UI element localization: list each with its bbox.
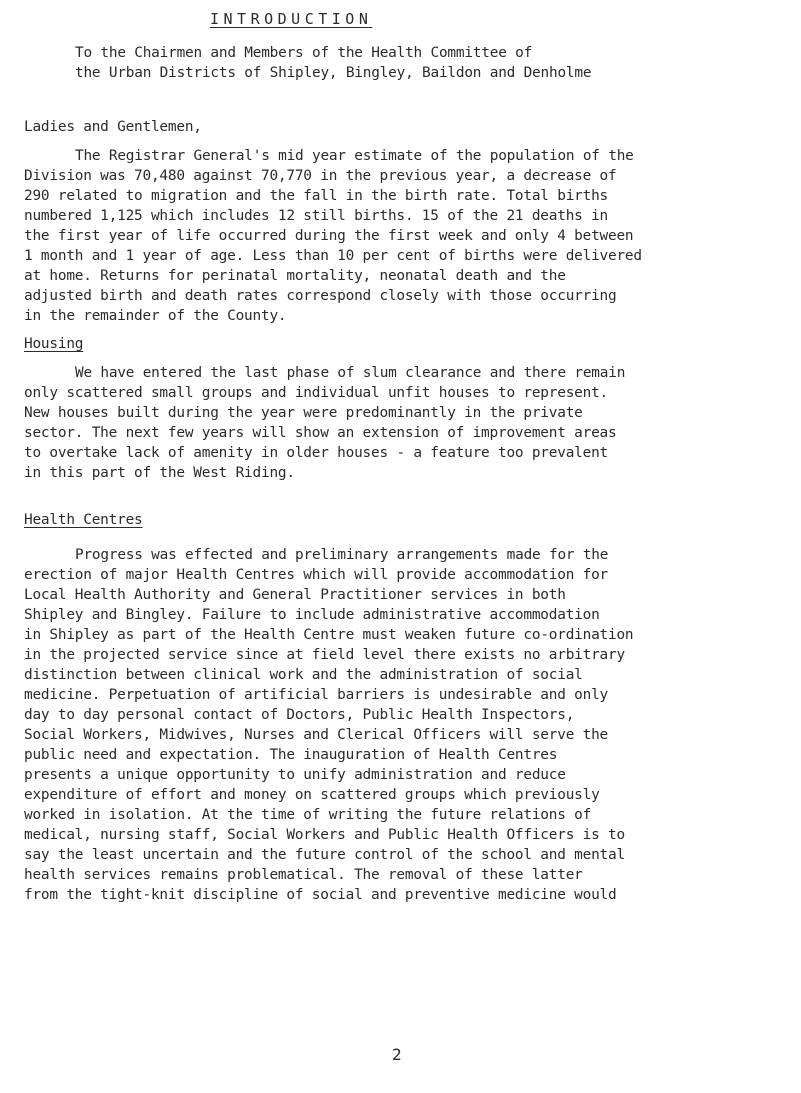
paragraph-line: 290 related to migration and the fall in the birth rate. Total births — [24, 188, 609, 204]
paragraph-line: Division was 70,480 against 70,770 in the previous year, a decrease of — [24, 168, 617, 184]
address-line: the Urban Districts of Shipley, Bingley, Baildon and Denholme — [75, 65, 592, 81]
paragraph-line: in the remainder of the County. — [24, 308, 287, 324]
paragraph-line: We have entered the last phase of slum clearance and there remain — [75, 365, 626, 381]
paragraph-line: Social Workers, Midwives, Nurses and Clerical Officers will serve the — [24, 727, 609, 743]
paragraph-line: in this part of the West Riding. — [24, 465, 295, 481]
section-heading-health-centres: Health Centres — [24, 512, 143, 528]
paragraph-line: day to day personal contact of Doctors, Public Health Inspectors, — [24, 707, 575, 723]
paragraph-line: distinction between clinical work and the administration of social — [24, 667, 583, 683]
section-heading-housing: Housing — [24, 336, 84, 352]
paragraph-line: at home. Returns for perinatal mortality, neonatal death and the — [24, 268, 566, 284]
paragraph-line: adjusted birth and death rates correspond closely with those occurring — [24, 288, 617, 304]
paragraph-line: to overtake lack of amenity in older houses - a feature too prevalent — [24, 445, 609, 461]
paragraph-line: Local Health Authority and General Practitioner services in both — [24, 587, 566, 603]
paragraph-line: sector. The next few years will show an extension of improvement areas — [24, 425, 617, 441]
paragraph-line: only scattered small groups and individual unfit houses to represent. — [24, 385, 609, 401]
paragraph-line: Shipley and Bingley. Failure to include administrative accommodation — [24, 607, 600, 623]
page-number: 2 — [392, 1045, 402, 1064]
paragraph-line: 1 month and 1 year of age. Less than 10 per cent of births were delivered — [24, 248, 642, 264]
paragraph-line: Progress was effected and preliminary arrangements made for the — [75, 547, 609, 563]
paragraph-line: public need and expectation. The inauguration of Health Centres — [24, 747, 558, 763]
paragraph-line: medical, nursing staff, Social Workers and Public Health Officers is to — [24, 827, 625, 843]
paragraph-line: worked in isolation. At the time of writing the future relations of — [24, 807, 592, 823]
address-line: To the Chairmen and Members of the Health Committee of — [75, 45, 533, 61]
paragraph-line: the first year of life occurred during the first week and only 4 between — [24, 228, 634, 244]
paragraph-line: medicine. Perpetuation of artificial barriers is undesirable and only — [24, 687, 609, 703]
paragraph-line: expenditure of effort and money on scattered groups which previously — [24, 787, 600, 803]
paragraph-line: New houses built during the year were predominantly in the private — [24, 405, 583, 421]
paragraph-line: health services remains problematical. The removal of these latter — [24, 867, 583, 883]
document-title: INTRODUCTION — [210, 10, 373, 28]
paragraph-line: numbered 1,125 which includes 12 still births. 15 of the 21 deaths in — [24, 208, 609, 224]
salutation: Ladies and Gentlemen, — [24, 119, 202, 135]
paragraph-line: in the projected service since at field level there exists no arbitrary — [24, 647, 625, 663]
paragraph-line: presents a unique opportunity to unify administration and reduce — [24, 767, 566, 783]
paragraph-line: say the least uncertain and the future control of the school and mental — [24, 847, 625, 863]
paragraph-line: from the tight-knit discipline of social and preventive medicine would — [24, 887, 617, 903]
paragraph-line: The Registrar General's mid year estimate of the population of the — [75, 148, 634, 164]
paragraph-line: in Shipley as part of the Health Centre must weaken future co-ordination — [24, 627, 634, 643]
paragraph-line: erection of major Health Centres which will provide accommodation for — [24, 567, 609, 583]
